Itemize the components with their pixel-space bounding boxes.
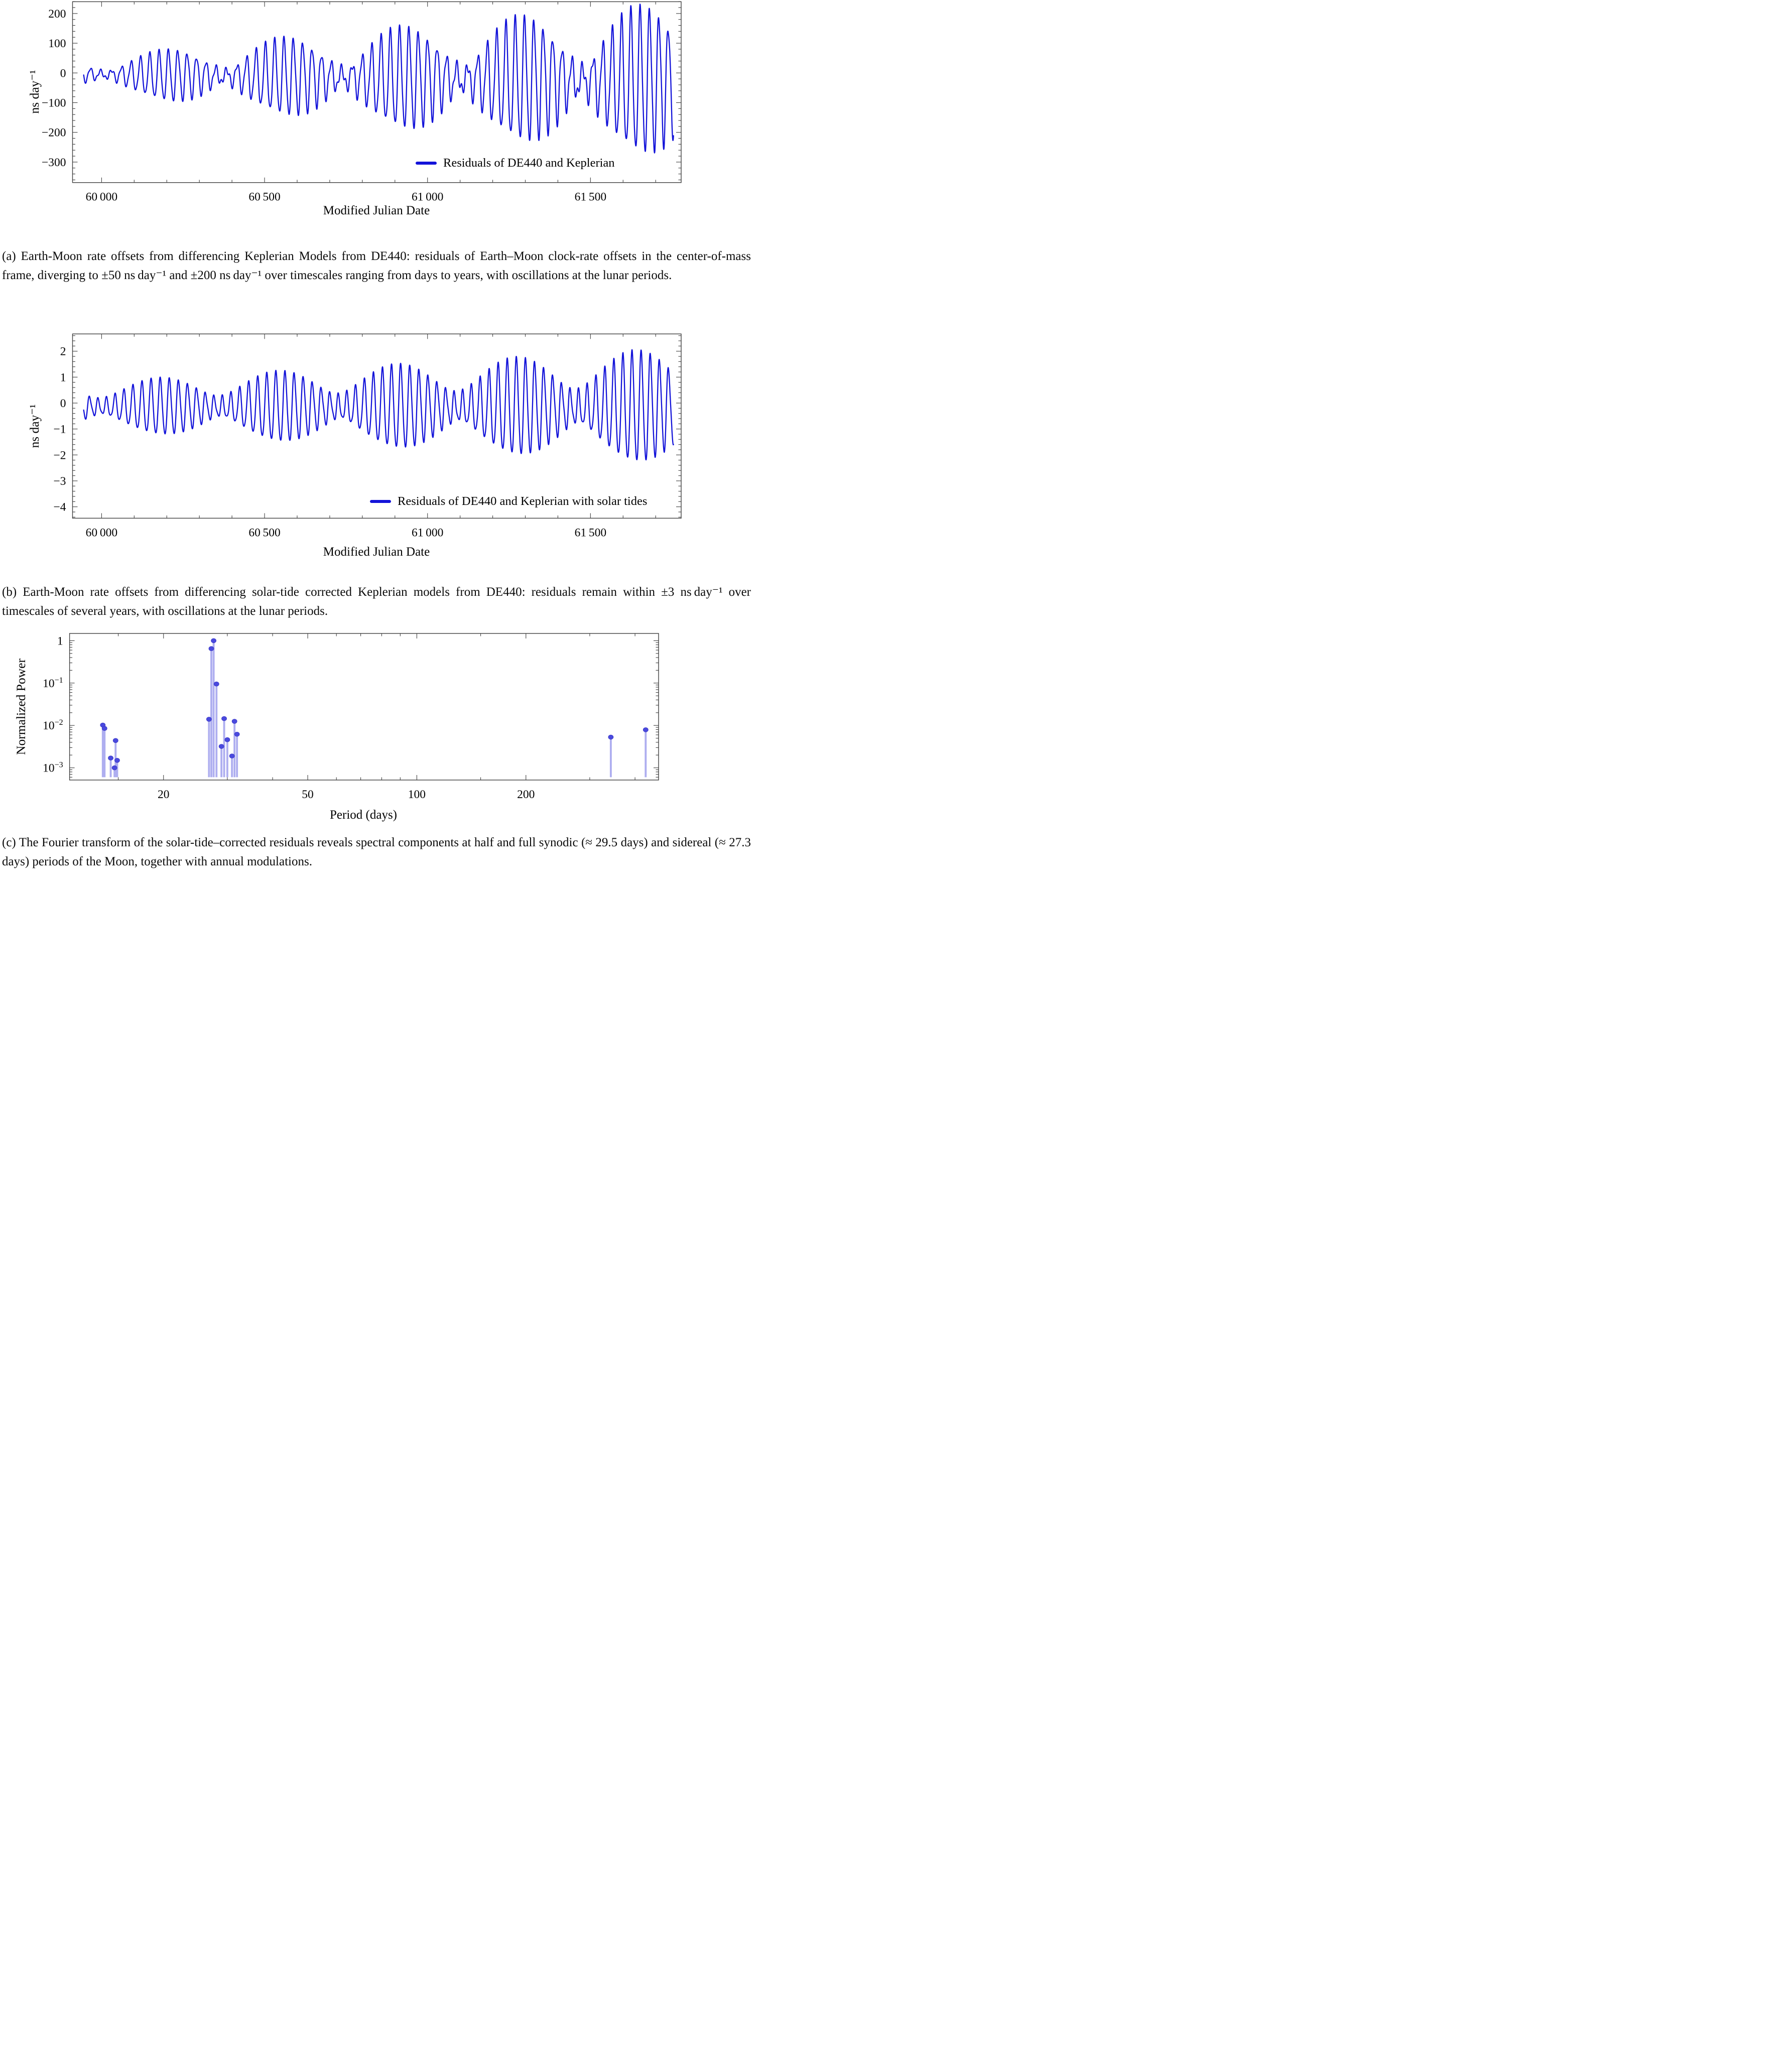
svg-text:61 000: 61 000 [411,526,444,540]
svg-text:10−2: $10^{-2}$ [43,718,63,733]
y-axis-label-panel-a: ns day⁻¹ [27,70,42,114]
svg-text:100: 100 [408,788,426,801]
svg-text:−4: −4 [53,500,66,514]
svg-text:50: 50 [302,788,314,801]
legend-swatch-blue-line [416,162,437,165]
svg-text:−2: −2 [53,449,66,462]
x-axis-label-panel-a: Modified Julian Date [323,204,430,217]
svg-text:0: 0 [60,397,66,410]
svg-text:61 000: 61 000 [411,190,444,204]
figure-page [0,0,753,873]
x-axis-label-panel-b: Modified Julian Date [323,545,430,559]
caption-panel-a: (a) Earth-Moon rate offsets from differencing Keplerian Models from DE440: residuals of Earth–Moon clock-rate offsets in the center-of-mass frame, diverging to ±50 ns day⁻¹ and ±200 ns day⁻¹ over timescales ranging from days to years, with oscillations at the lunar periods. [2,249,751,282]
svg-text:100: 100 [48,37,66,51]
legend-label: Residuals of DE440 and Keplerian with solar tides [398,494,648,508]
svg-text:1: 1 [60,371,66,384]
svg-text:2: 2 [60,345,66,358]
legend-panel-b [370,494,647,508]
svg-text:60 000: 60 000 [85,526,118,540]
svg-text:0: 0 [60,67,66,80]
svg-text:1: 1 [57,634,63,648]
svg-text:60 500: 60 500 [248,526,281,540]
svg-text:61 500: 61 500 [574,190,607,204]
caption-panel-b: (b) Earth-Moon rate offsets from differencing solar-tide corrected Keplerian models from DE440: residuals remain within ±3 ns day⁻¹ over timescales of several years, with oscillations at the lunar periods. [2,585,751,618]
legend-label: Residuals of DE440 and Keplerian [443,156,615,170]
x-axis-label-panel-c: Period (days) [330,808,397,822]
svg-text:20: 20 [157,788,170,801]
svg-text:61 500: 61 500 [574,526,607,540]
svg-text:−1: −1 [53,423,66,436]
caption-panel-c: (c) The Fourier transform of the solar-tide–corrected residuals reveals spectral components at half and full synodic (≈ 29.5 days) and sidereal (≈ 27.3 days) periods of the Moon, together with annual modulations. [2,836,751,868]
svg-text:−100: −100 [41,96,66,110]
svg-text:200: 200 [517,788,535,801]
svg-text:−300: −300 [41,156,66,169]
y-axis-label-panel-c: Normalized Power [14,659,28,755]
legend-swatch-blue-line [370,500,391,503]
svg-text:60 500: 60 500 [248,190,281,204]
svg-text:−3: −3 [53,474,66,488]
svg-text:60 000: 60 000 [85,190,118,204]
legend-panel-a [416,156,615,170]
svg-text:10−3: $10^{-3}$ [43,760,63,775]
svg-text:−200: −200 [41,126,66,140]
svg-text:200: 200 [48,7,66,21]
svg-text:10−1: $10^{-1}$ [43,676,63,690]
y-axis-label-panel-b: ns day⁻¹ [27,404,42,448]
plots-canvas [0,0,753,873]
